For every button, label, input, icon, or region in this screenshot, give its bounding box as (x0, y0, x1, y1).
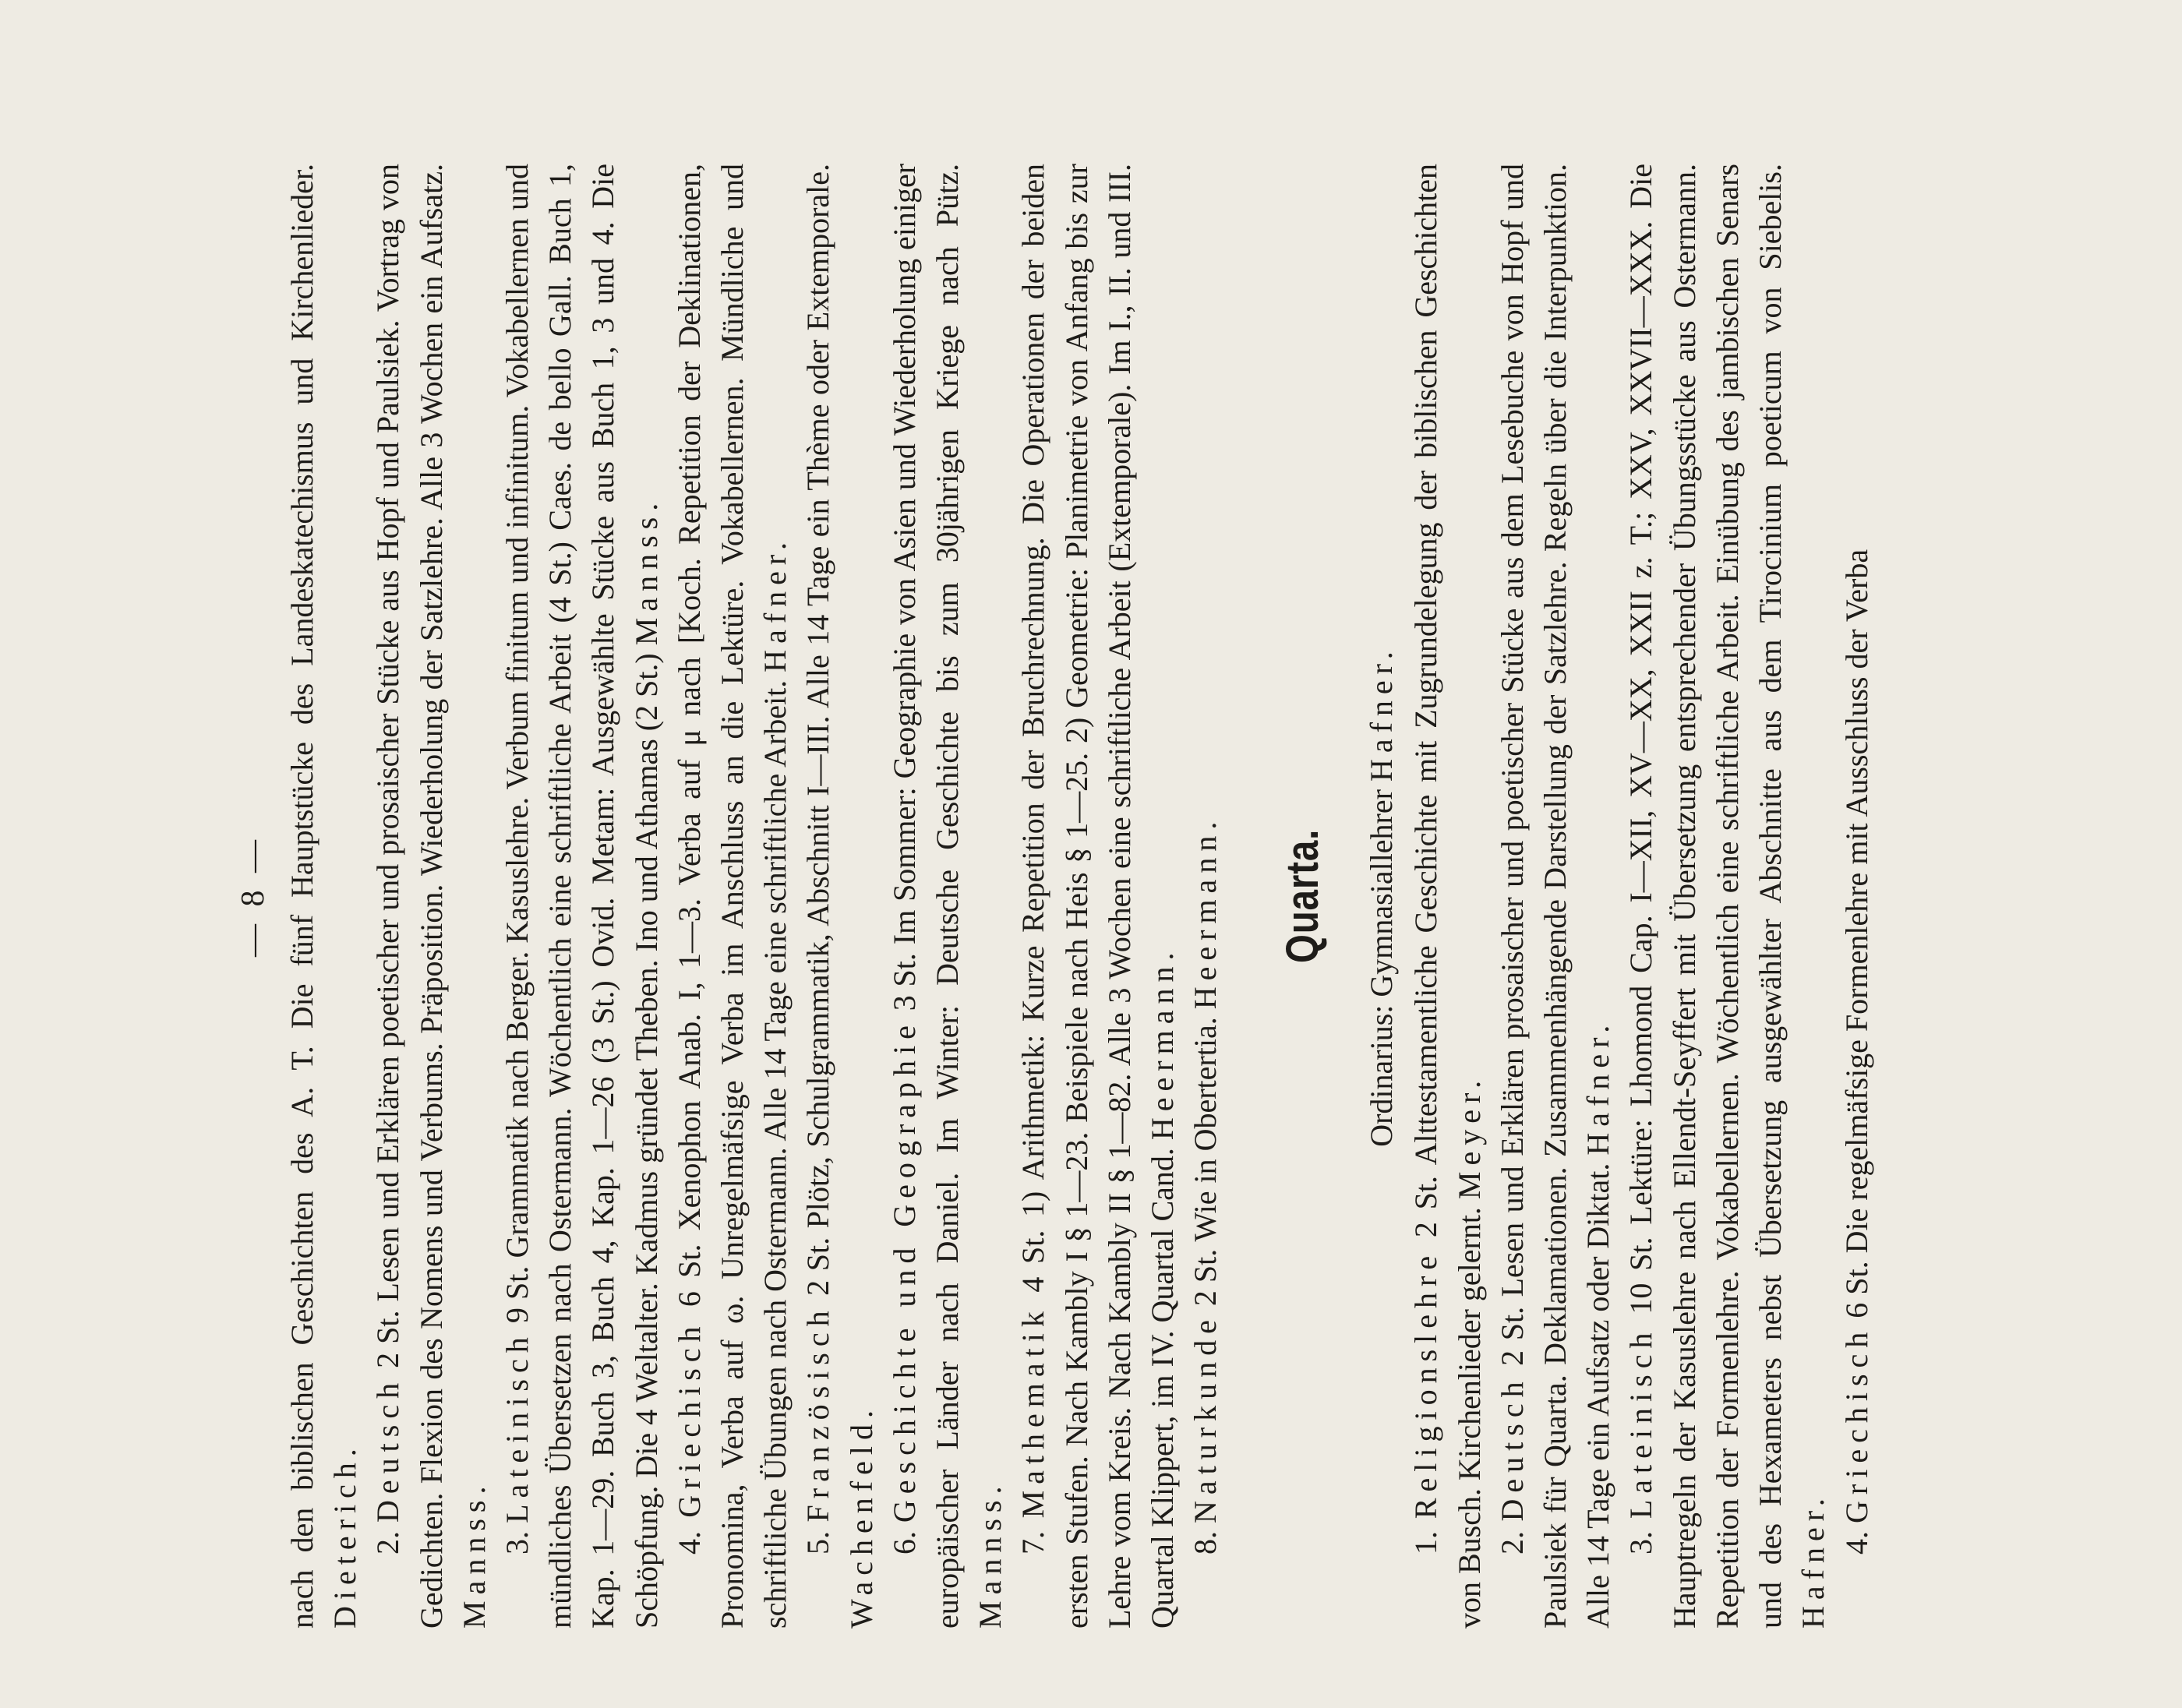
item-text: Im Sommer: Geographie von Asien und Wiederholung einiger europäischer Länder nach Daniel. Im Winter: Deutsche Geschichte bis zum 30jährigen Kriege nach Pütz. (886, 163, 966, 1629)
item-text: Lektüre: Lhomond Cap. I—XII, XV—XX, XXII z. T.; XXV, XXVII—XXX. Die Hauptregeln der Kasuslehre nach Ellendt-Seyffert mit Übersetzung entsprechender Übungsstücke aus Ostermann. Repetition der Formenlehre. Vokabellernen. Wöchentlich eine schriftliche Arbeit. Einübung des jambischen Senars und des Hexameters nebst Übersetzung ausgewählter Abschnitte aus dem Tirocinium poeticum von Siebelis. (1623, 163, 1788, 1629)
list-item (883, 164, 1012, 1629)
untertertia-continuation (281, 164, 1227, 1629)
item-text: Plötz, Schulgrammatik, Abschnitt I—III. Alle 14 Tage ein Thème oder Extemporale. (800, 163, 836, 1229)
item-subject: Religionslehre (1408, 1249, 1444, 1519)
item-subject: Lateinisch (1623, 1326, 1659, 1519)
item-number: 6. (886, 1531, 922, 1554)
item-number: 4. (1838, 1531, 1874, 1554)
item-teacher: Mannss. (973, 1480, 1008, 1629)
item-text: Lesen und Erklären poetischer und prosaischer Stücke aus Hopf und Paulsiek. Vortrag von Gedichten. Flexion des Nomens und Verbums. Präposition. Wiederholung der Satzlehre. Alle 3 Wochen ein Aufsatz. (370, 163, 449, 1629)
item-number: 2. (370, 1531, 406, 1554)
item-hours: 2 St. (1188, 1248, 1223, 1307)
list-item (1835, 164, 1878, 1629)
item-hours: 9 St. (500, 1265, 535, 1324)
item-text: Alttestamentliche Geschichte mit Zugrundelegung der biblischen Geschichten von Busch. Kirchenlieder gelernt. (1408, 163, 1487, 1629)
list-item (1404, 164, 1490, 1629)
item-subject: Deutsch (1494, 1375, 1530, 1522)
item-number: 4. (671, 1531, 707, 1554)
item-number: 8. (1188, 1531, 1223, 1554)
page-number: — 8 — (235, 835, 271, 957)
list-item (1012, 164, 1184, 1629)
item-hours: 2 St. (800, 1237, 836, 1296)
item-subject: Griechisch (671, 1320, 707, 1518)
item-subject: Französisch (800, 1304, 836, 1523)
item-teacher: Mannss. (628, 496, 664, 646)
item-text: Die regelmäfsige Formenlehre mit Ausschluss der Verba (1838, 549, 1874, 1254)
item-teacher: Hafner. (757, 535, 793, 672)
item-subject: Geschichte und Geographie (886, 1019, 922, 1523)
item-teacher: Heermann. (1145, 946, 1181, 1141)
item-teacher: Mannss. (456, 1480, 492, 1629)
item-hours: 3 St. (886, 953, 922, 1011)
item-text: Lesen und Erklären prosaischer und poetischer Stücke aus dem Lesebuche von Hopf und Paulsiek für Quarta. Deklamationen. Zusammenhängende Darstellung der Satzlehre. Regeln über die Interpunktion. Alle 14 Tage ein Aufsatz oder Diktat. (1494, 163, 1616, 1629)
item-hours: 2 St. (1494, 1306, 1530, 1366)
item-subject: Griechisch (1838, 1325, 1874, 1523)
rotated-text-block (226, 164, 1956, 1629)
item-text: Xenophon Anab. I, 1—3. Verba auf μ nach [Koch. Repetition der Deklinationen, Pronomina, Verba auf ω. Unregelmäfsige Verba im Anschluss an die Lektüre. Vokabellernen. Mündliche und schriftliche Übungen nach Ostermann. Alle 14 Tage eine schriftliche Arbeit. (671, 163, 793, 1629)
item-subject: Deutsch (370, 1376, 406, 1523)
item-text: Grammatik nach Berger. Kasuslehre. Verbum finitum und infinitum. Vokabellernen und mündliches Übersetzen nach Ostermann. Wöchentlich eine schriftliche Arbeit (4 St.) Caes. de bello Gall. Buch 1, Kap. 1—29. Buch 3, Buch 4, Kap. 1—26 (3 St.) Ovid. Metam: Ausgewählte Stücke aus Buch 1, 3 und 4. Die Schöpfung. Die 4 Weltalter. Kadmus gründet Theben. Ino und Athamas (2 St.) (500, 163, 664, 1629)
item-number: 7. (1015, 1531, 1051, 1554)
list-item (796, 164, 882, 1629)
ordinarius-label: Ordinarius: Gymnasiallehrer (1364, 789, 1400, 1147)
item-hours: 2 St. (370, 1310, 406, 1368)
quarta-section (1404, 164, 1877, 1629)
item-teacher: Hafner. (1795, 1492, 1831, 1629)
item-number: 3. (1623, 1531, 1659, 1554)
item-number: 3. (500, 1531, 535, 1554)
item-hours: 6 St. (1838, 1261, 1874, 1318)
item-subject: Mathematik (1015, 1305, 1051, 1519)
intro-paragraph (281, 164, 366, 1629)
item-hours: 6 St. (671, 1244, 707, 1307)
item-hours: 10 St. (1623, 1237, 1659, 1315)
list-item (1184, 164, 1227, 1629)
list-item (1491, 164, 1620, 1629)
item-hours: 2 St. (1408, 1175, 1444, 1238)
section-heading-quarta: Quarta. (1277, 828, 1329, 964)
list-item (366, 164, 496, 1629)
item-teacher: Wachenfeld. (843, 1404, 879, 1629)
intro-teacher: Dieterich. (327, 1442, 363, 1629)
item-hours: 4 St. (1015, 1230, 1051, 1293)
item-subject: Lateinisch (500, 1331, 535, 1523)
item-text: Wie in Obertertia. (1188, 1017, 1223, 1242)
intro-text: nach den biblischen Geschichten des A. T. Die fünf Hauptstücke des Landeskatechismus und Kirchenlieder. (284, 164, 320, 1629)
item-number: 2. (1494, 1531, 1530, 1554)
item-number: 5. (800, 1531, 836, 1554)
list-item (1619, 164, 1834, 1629)
ordinarius-line (1360, 164, 1403, 1629)
item-teacher: Heermann. (1188, 815, 1223, 1010)
item-subject: Naturkunde (1188, 1314, 1223, 1523)
item-teacher: Meyer. (1451, 1074, 1487, 1200)
ordinarius-name: Hafner. (1364, 645, 1400, 782)
list-item (668, 164, 797, 1629)
item-number: 1. (1408, 1531, 1444, 1554)
item-text: 1) Arithmetik: Kurze Repetition der Bruchrechnung. Die Operationen der beiden ersten Stufen. Nach Kambly I § 1—23. Beispiele nach Heis § 1—25. 2) Geometrie: Planimetrie von Anfang bis zur Lehre vom Kreis. Nach Kambly II § 1—82. Alle 3 Wochen eine schriftliche Arbeit (Extemporale). Im I., II. und III. Quartal Klippert, im IV. Quartal Cand. (1015, 163, 1181, 1629)
item-teacher: Hafner. (1580, 1018, 1616, 1156)
list-item (496, 164, 668, 1629)
